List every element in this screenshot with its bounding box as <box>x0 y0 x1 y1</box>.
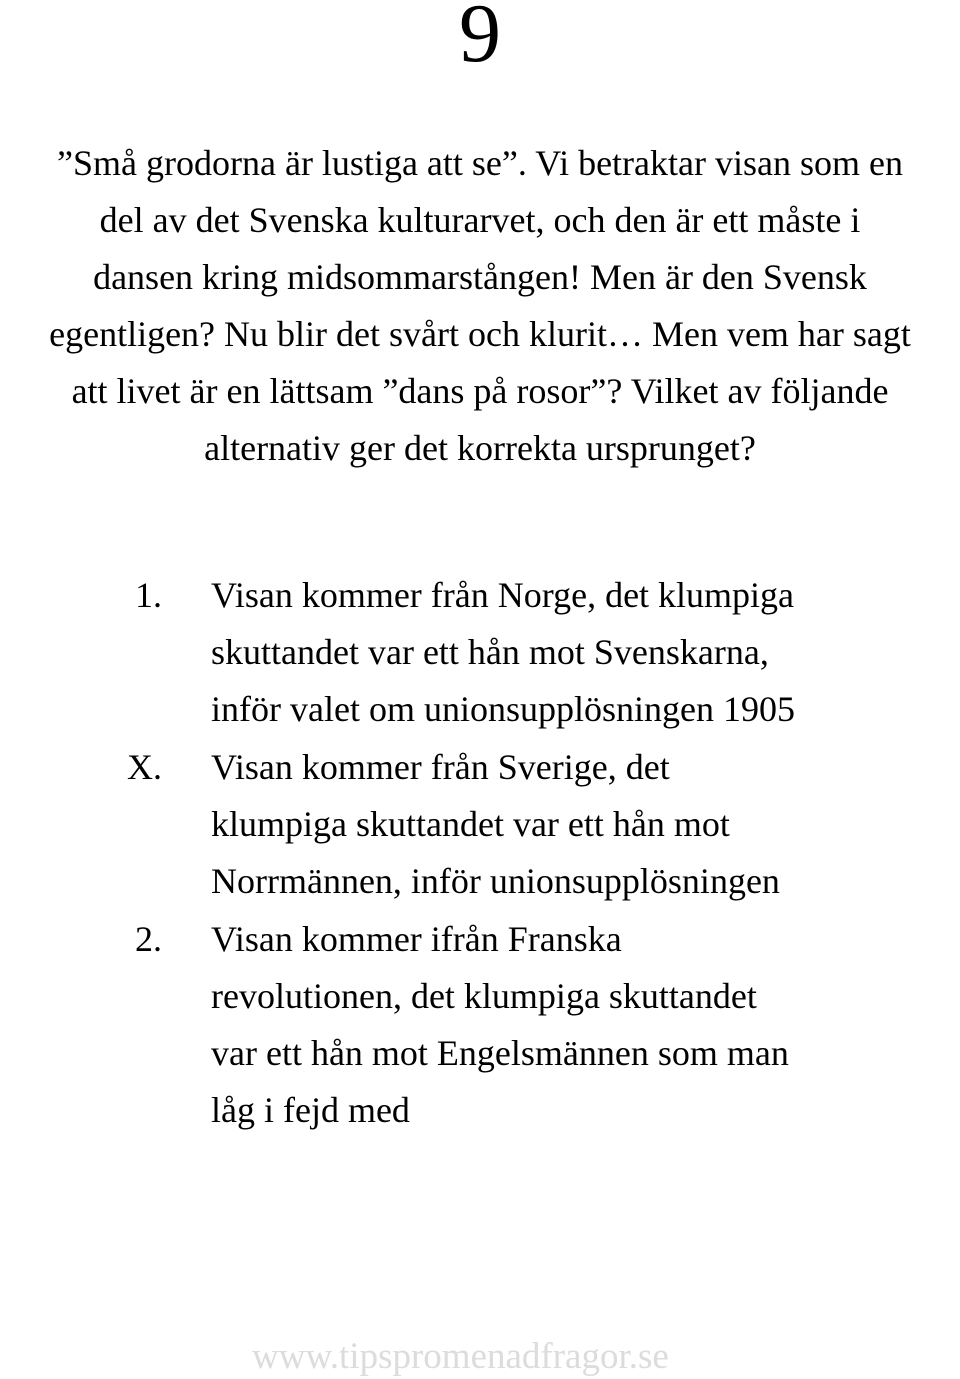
option-1 <box>0 567 960 738</box>
question-line: att livet är en lättsam ”dans på rosor”? Vilket av följande <box>71 371 889 411</box>
option-text <box>211 911 960 1139</box>
footer-url: www.tipspromenadfragor.se <box>252 1336 669 1377</box>
question-line: ”Små grodorna är lustiga att se”. Vi betraktar visan som en <box>57 143 903 183</box>
option-2 <box>0 911 960 1139</box>
option-line: Visan kommer ifrån Franska <box>211 919 622 959</box>
question-line: alternativ ger det korrekta ursprunget? <box>204 428 756 468</box>
option-line: låg i fejd med <box>211 1090 410 1130</box>
option-line: var ett hån mot Engelsmännen som man <box>211 1033 789 1073</box>
answer-options <box>0 567 960 1140</box>
option-text <box>211 567 960 738</box>
option-line: Norrmännen, inför unionsupplösningen <box>211 861 780 901</box>
question-line: egentligen? Nu blir det svårt och klurit… Men vem har sagt <box>49 314 911 354</box>
option-x <box>0 739 960 910</box>
question-line: dansen kring midsommarstången! Men är den Svensk <box>93 257 867 297</box>
page-number: 9 <box>459 0 501 80</box>
option-marker: X. <box>127 747 162 787</box>
question-line: del av det Svenska kulturarvet, och den är ett måste i <box>99 200 861 240</box>
option-marker: 1. <box>135 575 162 615</box>
option-text <box>211 739 960 910</box>
question-text <box>0 135 960 477</box>
option-line: Visan kommer från Norge, det klumpiga <box>211 575 795 615</box>
option-line: Visan kommer från Sverige, det <box>211 747 670 787</box>
option-line: klumpiga skuttandet var ett hån mot <box>211 804 730 844</box>
option-line: skuttandet var ett hån mot Svenskarna, <box>211 632 769 672</box>
option-line: inför valet om unionsupplösningen 1905 <box>211 689 795 729</box>
option-marker: 2. <box>135 919 162 959</box>
option-line: revolutionen, det klumpiga skuttandet <box>211 976 757 1016</box>
